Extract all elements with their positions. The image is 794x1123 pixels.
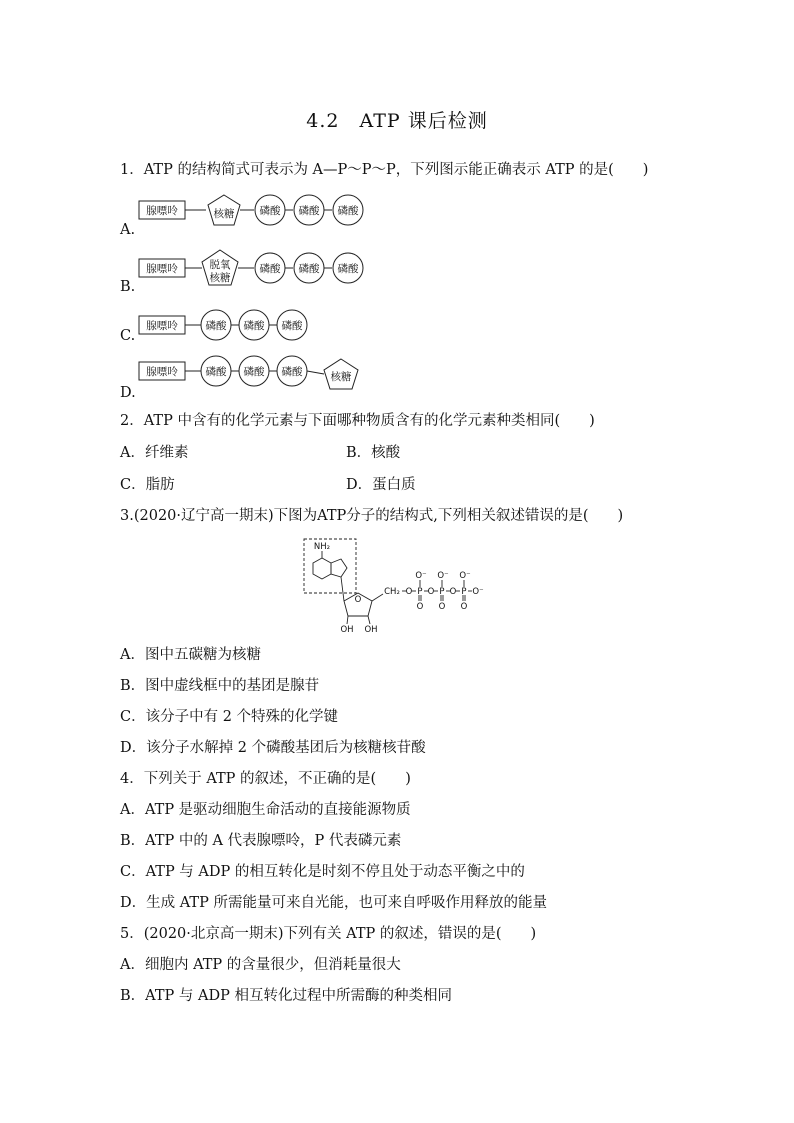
- label-phosphorus: P: [439, 587, 445, 597]
- question-4-stem: 4．下列关于 ATP 的叙述，不正确的是( ): [120, 771, 411, 787]
- label-o-minus: O⁻: [472, 587, 484, 597]
- box-phosphate: 磷酸: [259, 263, 281, 275]
- page-title: 4.2 ATP 课后检测: [306, 110, 488, 132]
- label-nh2: NH₂: [313, 542, 331, 552]
- box-adenine: 腺嘌呤: [146, 205, 178, 217]
- label-o-minus: O⁻: [415, 571, 427, 581]
- box-phosphate: 磷酸: [259, 205, 281, 217]
- q4-option-a: A．ATP 是驱动细胞生命活动的直接能源物质: [120, 802, 411, 818]
- question-2-stem: 2．ATP 中含有的化学元素与下面哪种物质含有的化学元素种类相同( ): [120, 413, 595, 429]
- q3-option-b: B．图中虚线框中的基团是腺苷: [120, 678, 320, 694]
- q3-option-c: C．该分子中有 2 个特殊的化学键: [120, 709, 339, 725]
- box-phosphate: 磷酸: [281, 320, 303, 332]
- atp-structure-diagram: [300, 536, 510, 640]
- q1-option-b-label: B.: [120, 279, 136, 295]
- q2-option-c: C．脂肪: [120, 477, 175, 493]
- label-oxygen: O: [438, 602, 446, 612]
- q2-option-a: A．纤维素: [120, 445, 189, 461]
- box-adenine: 腺嘌呤: [146, 366, 178, 378]
- question-3-stem: 3.(2020·辽宁高一期末)下图为ATP分子的结构式,下列相关叙述错误的是( ): [120, 508, 624, 524]
- box-ribose: 核糖: [209, 272, 231, 284]
- q2-option-b: B．核酸: [346, 445, 401, 461]
- label-oxygen: O: [416, 602, 424, 612]
- box-phosphate: 磷酸: [205, 320, 227, 332]
- box-phosphate: 磷酸: [337, 205, 359, 217]
- q1-option-c-label: C.: [120, 328, 136, 344]
- box-phosphate: 磷酸: [337, 263, 359, 275]
- label-oxygen: O: [427, 587, 435, 597]
- label-ring-oxygen: O: [354, 595, 362, 605]
- q1-option-d-label: D.: [120, 385, 136, 401]
- q1-diagram-b: [138, 249, 378, 287]
- box-adenine: 腺嘌呤: [146, 320, 178, 332]
- label-oxygen: O: [449, 587, 457, 597]
- q1-option-a-label: A.: [120, 222, 136, 238]
- q1-diagram-c: [138, 308, 338, 342]
- box-phosphate: 磷酸: [298, 205, 320, 217]
- box-phosphate: 磷酸: [243, 366, 265, 378]
- question-5-stem: 5．(2020·北京高一期末)下列有关 ATP 的叙述，错误的是( ): [120, 926, 537, 942]
- q3-option-a: A．图中五碳糖为核糖: [120, 647, 261, 663]
- box-ribose: 核糖: [213, 208, 235, 220]
- label-oxygen: O: [405, 587, 413, 597]
- q5-option-a: A．细胞内 ATP 的含量很少，但消耗量很大: [120, 957, 401, 973]
- box-adenine: 腺嘌呤: [146, 263, 178, 275]
- label-oh-right: OH: [364, 625, 378, 635]
- q4-option-c: C．ATP 与 ADP 的相互转化是时刻不停且处于动态平衡之中的: [120, 864, 525, 880]
- box-ribose: 核糖: [330, 371, 352, 383]
- label-ch2: CH₂: [384, 587, 400, 597]
- question-1-stem: 1．ATP 的结构简式可表示为 A—P～P～P，下列图示能正确表示 ATP 的是( ): [120, 162, 649, 178]
- q5-option-b: B．ATP 与 ADP 相互转化过程中所需酶的种类相同: [120, 988, 452, 1004]
- q3-option-d: D．该分子水解掉 2 个磷酸基团后为核糖核苷酸: [120, 740, 426, 756]
- q1-diagram-a: [138, 193, 378, 229]
- box-deoxy: 脱氧: [209, 259, 231, 271]
- box-phosphate: 磷酸: [243, 320, 265, 332]
- label-oxygen: O: [460, 602, 468, 612]
- q4-option-d: D．生成 ATP 所需能量可来自光能，也可来自呼吸作用释放的能量: [120, 895, 547, 911]
- q2-option-d: D．蛋白质: [346, 477, 416, 493]
- box-phosphate: 磷酸: [205, 366, 227, 378]
- label-oh-left: OH: [340, 625, 354, 635]
- q4-option-b: B．ATP 中的 A 代表腺嘌呤，P 代表磷元素: [120, 833, 402, 849]
- q1-diagram-d: [138, 354, 378, 392]
- label-o-minus: O⁻: [459, 571, 471, 581]
- box-phosphate: 磷酸: [298, 263, 320, 275]
- label-phosphorus: P: [461, 587, 467, 597]
- label-phosphorus: P: [417, 587, 423, 597]
- label-o-minus: O⁻: [437, 571, 449, 581]
- box-phosphate: 磷酸: [281, 366, 303, 378]
